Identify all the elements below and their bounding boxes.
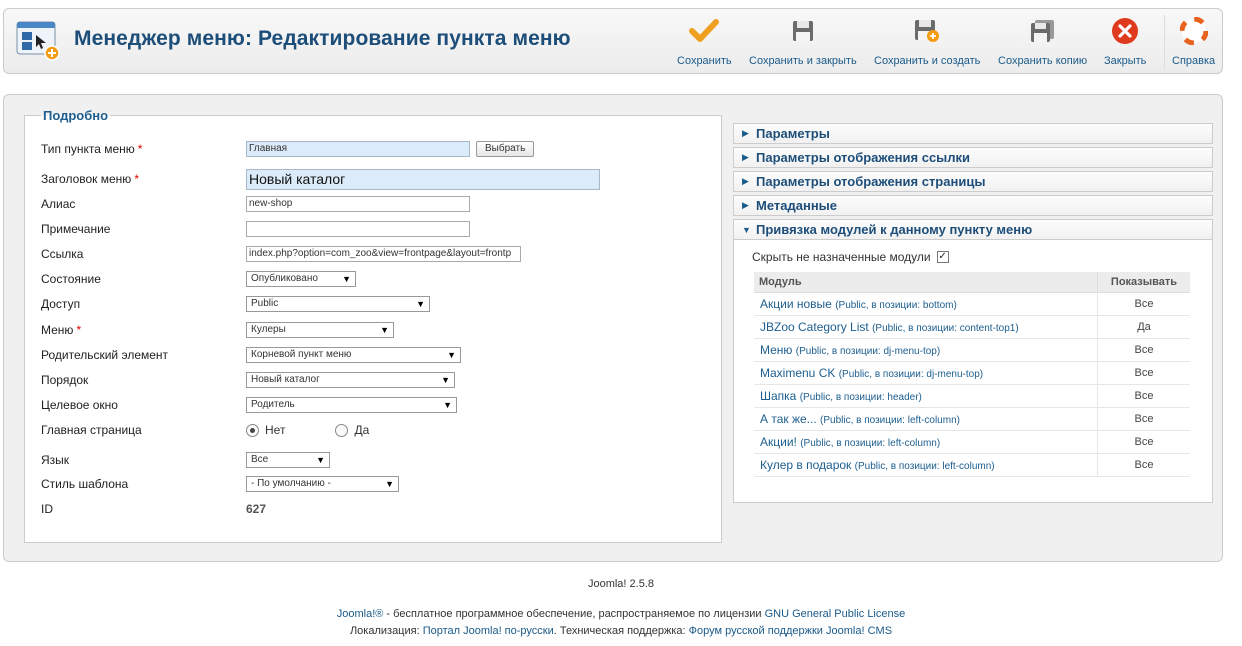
row-state: Состояние Опубликовано ▼ xyxy=(41,269,356,289)
table-row: Акции новые (Public, в позиции: bottom) Все xyxy=(754,293,1190,316)
row-order: Порядок Новый каталог ▼ xyxy=(41,370,455,390)
table-row: Акции! (Public, в позиции: left-column) Все xyxy=(754,431,1190,454)
hide-unassigned-checkbox[interactable]: ✓ xyxy=(938,251,947,262)
save-new-button[interactable]: Сохранить и создать xyxy=(874,15,980,69)
home-no-radio[interactable] xyxy=(246,424,259,437)
triangle-down-icon: ▼ xyxy=(742,224,751,235)
module-link[interactable]: Акции новые xyxy=(760,297,832,311)
menu-manager-icon xyxy=(16,21,60,61)
home-yes-radio[interactable] xyxy=(335,424,348,437)
table-row: Maximenu CK (Public, в позиции: dj-menu-top) Все xyxy=(754,362,1190,385)
triangle-right-icon: ▶ xyxy=(742,200,749,210)
column-show: Показывать xyxy=(1098,272,1191,293)
row-target: Целевое окно Родитель ▼ xyxy=(41,395,457,415)
menu-type-field[interactable]: Главная xyxy=(246,141,470,157)
dropdown-arrow-icon: ▼ xyxy=(441,375,450,385)
row-id: ID 627 xyxy=(41,502,267,516)
column-module: Модуль xyxy=(754,272,1098,293)
footer-license-line: Joomla!® - бесплатное программное обеспечение, распространяемое по лицензии GNU General Public License xyxy=(336,608,906,620)
checkmark-icon xyxy=(689,18,719,44)
row-title: Заголовок меню * Новый каталог xyxy=(41,167,600,191)
toolbar-separator xyxy=(1164,15,1165,69)
choose-button[interactable]: Выбрать xyxy=(476,141,534,157)
language-select[interactable]: Все ▼ xyxy=(246,452,330,468)
module-link[interactable]: Maximenu CK xyxy=(760,366,836,380)
footer-version: Joomla! 2.5.8 xyxy=(587,578,655,590)
lifebuoy-icon xyxy=(1180,17,1208,45)
row-language: Язык Все ▼ xyxy=(41,450,330,470)
pane-module-assignment[interactable]: ▼ Привязка модулей к данному пункту меню xyxy=(733,219,1213,240)
module-assignment-body xyxy=(733,240,1213,503)
row-menu: Меню * Кулеры ▼ xyxy=(41,320,394,340)
table-row: Кулер в подарок (Public, в позиции: left-column) Все xyxy=(754,454,1190,477)
triangle-right-icon: ▶ xyxy=(742,152,749,162)
menu-select[interactable]: Кулеры ▼ xyxy=(246,322,394,338)
joomla-portal-link[interactable]: Портал Joomla! по-русски xyxy=(422,625,554,637)
target-select[interactable]: Родитель ▼ xyxy=(246,397,457,413)
pane-parameters[interactable]: ▶ Параметры xyxy=(733,123,1213,144)
row-alias: Алиас new-shop xyxy=(41,194,470,214)
module-link[interactable]: Меню xyxy=(760,343,793,357)
template-style-select[interactable]: - По умолчанию - ▼ xyxy=(246,476,399,492)
triangle-right-icon: ▶ xyxy=(742,128,749,138)
home-no-label: Нет xyxy=(265,423,286,437)
floppy-disk-plus-icon xyxy=(914,19,940,43)
module-link[interactable]: Кулер в подарок xyxy=(760,458,852,472)
parent-select[interactable]: Корневой пункт меню ▼ xyxy=(246,347,461,363)
pane-link-display[interactable]: ▶ Параметры отображения ссылки xyxy=(733,147,1213,168)
state-select[interactable]: Опубликовано ▼ xyxy=(246,271,356,287)
main-panel xyxy=(3,94,1223,562)
pane-metadata[interactable]: ▶ Метаданные xyxy=(733,195,1213,216)
home-yes-label: Да xyxy=(354,423,370,437)
close-button[interactable]: Закрыть xyxy=(1104,15,1146,69)
row-note: Примечание xyxy=(41,219,470,239)
access-select[interactable]: Public ▼ xyxy=(246,296,430,312)
gpl-link[interactable]: GNU General Public License xyxy=(764,608,906,620)
floppy-disk-icon xyxy=(792,20,814,42)
support-forum-link[interactable]: Форум русской поддержки Joomla! CMS xyxy=(688,625,893,637)
order-select[interactable]: Новый каталог ▼ xyxy=(246,372,455,388)
page-title: Менеджер меню: Редактирование пункта меню xyxy=(74,27,571,50)
row-link: Ссылка index.php?option=com_zoo&view=frontpage&layout=frontp xyxy=(41,244,521,264)
dropdown-arrow-icon: ▼ xyxy=(380,325,389,335)
dropdown-arrow-icon: ▼ xyxy=(443,400,452,410)
footer-support-line: Локализация: Портал Joomla! по-русски. Техническая поддержка: Форум русской поддержки Joomla! CMS xyxy=(349,625,893,637)
row-parent: Родительский элемент Корневой пункт меню ▼ xyxy=(41,345,461,365)
table-row: Шапка (Public, в позиции: header) Все xyxy=(754,385,1190,408)
dropdown-arrow-icon: ▼ xyxy=(316,455,325,465)
dropdown-arrow-icon: ▼ xyxy=(447,350,456,360)
table-row: А так же... (Public, в позиции: left-column) Все xyxy=(754,408,1190,431)
details-legend: Подробно xyxy=(43,108,109,123)
row-home: Главная страница Нет Да xyxy=(41,423,370,437)
hide-unassigned-row: Скрыть не назначенные модули ✓ xyxy=(752,250,947,264)
dropdown-arrow-icon: ▼ xyxy=(342,274,351,284)
menu-title-field[interactable]: Новый каталог xyxy=(246,169,600,190)
row-access: Доступ Public ▼ xyxy=(41,294,430,314)
link-field[interactable]: index.php?option=com_zoo&view=frontpage&layout=frontp xyxy=(246,246,521,262)
pane-page-display[interactable]: ▶ Параметры отображения страницы xyxy=(733,171,1213,192)
table-row: Меню (Public, в позиции: dj-menu-top) Все xyxy=(754,339,1190,362)
module-link[interactable]: Шапка xyxy=(760,389,797,403)
note-field[interactable] xyxy=(246,221,470,237)
modules-table xyxy=(754,272,1190,477)
toolbar xyxy=(3,8,1223,74)
module-link[interactable]: Акции! xyxy=(760,435,797,449)
row-menu-type: Тип пункта меню * Главная Выбрать xyxy=(41,139,534,159)
dropdown-arrow-icon: ▼ xyxy=(385,479,394,489)
id-value: 627 xyxy=(246,502,267,516)
table-row: JBZoo Category List (Public, в позиции: content-top1) Да xyxy=(754,316,1190,339)
joomla-link[interactable]: Joomla!® xyxy=(336,608,384,620)
details-fieldset xyxy=(24,108,722,543)
save-close-button[interactable]: Сохранить и закрыть xyxy=(749,15,857,69)
floppy-disk-copy-icon xyxy=(1030,19,1056,43)
close-icon xyxy=(1111,17,1139,45)
dropdown-arrow-icon: ▼ xyxy=(416,299,425,309)
help-button[interactable]: Справка xyxy=(1172,15,1215,69)
save-copy-button[interactable]: Сохранить копию xyxy=(998,15,1087,69)
save-button[interactable]: Сохранить xyxy=(677,15,732,69)
row-template-style: Стиль шаблона - По умолчанию - ▼ xyxy=(41,474,399,494)
module-link[interactable]: А так же... xyxy=(760,412,817,426)
alias-field[interactable]: new-shop xyxy=(246,196,470,212)
module-link[interactable]: JBZoo Category List xyxy=(760,320,869,334)
triangle-right-icon: ▶ xyxy=(742,176,749,186)
